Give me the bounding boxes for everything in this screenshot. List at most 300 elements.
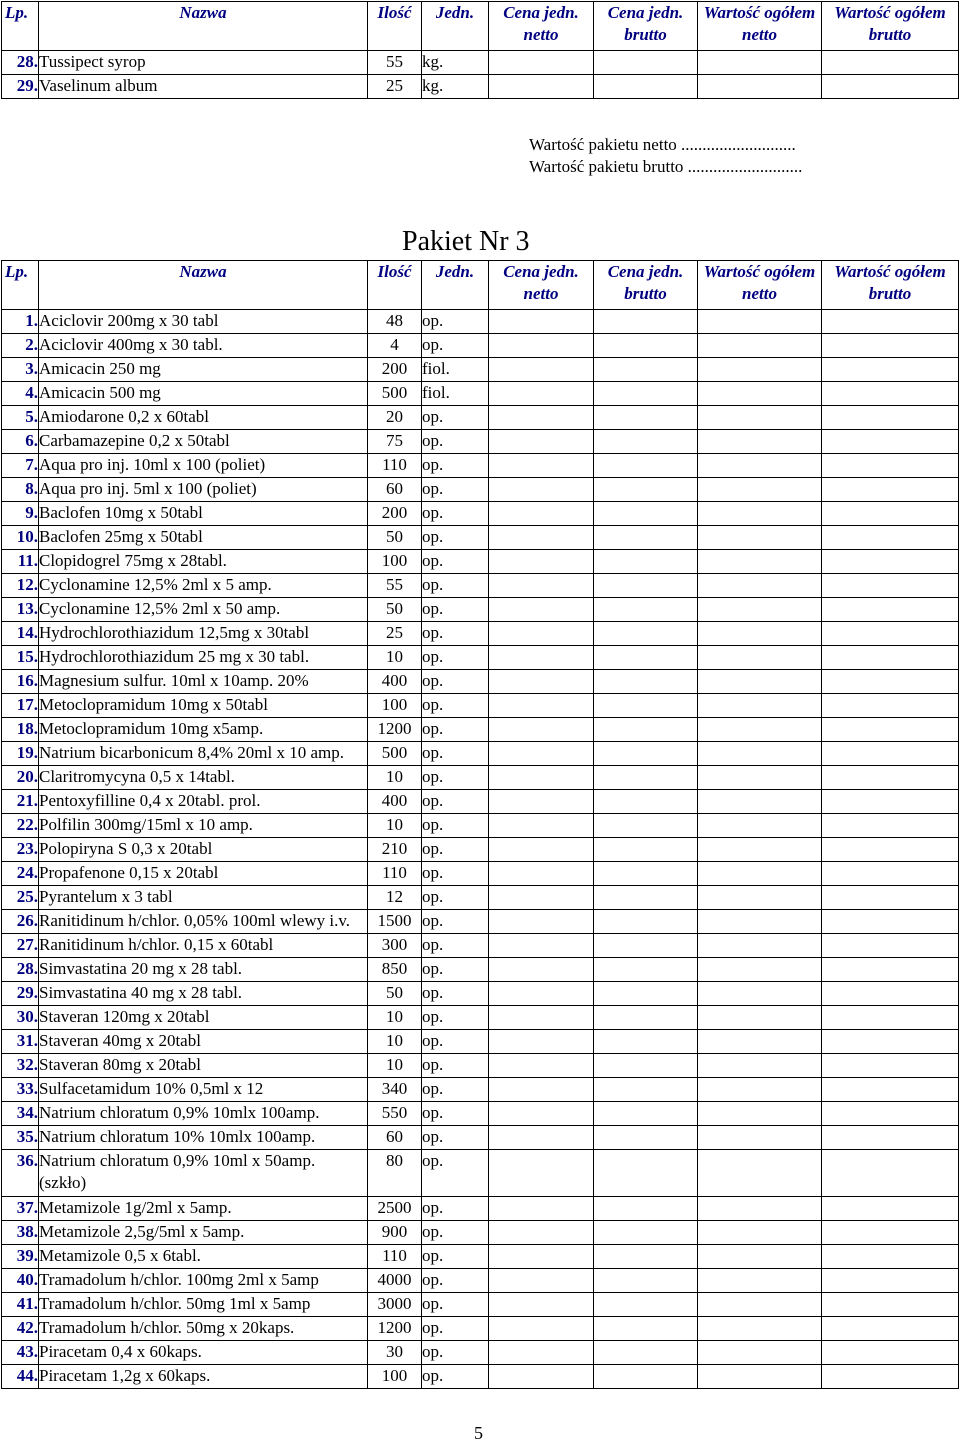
row-qty: 850 [368, 958, 422, 982]
row-value-gross [822, 502, 959, 526]
row-lp: 31. [2, 1030, 39, 1054]
row-value-net [698, 1317, 822, 1341]
row-value-net [698, 838, 822, 862]
row-value-net [698, 670, 822, 694]
row-gross-price [594, 1365, 698, 1389]
row-name: Amicacin 250 mg [39, 358, 368, 382]
row-unit: op. [422, 1054, 489, 1078]
header-qty: Ilość [368, 261, 422, 310]
row-name: Metamizole 0,5 x 6tabl. [39, 1245, 368, 1269]
row-gross-price [594, 910, 698, 934]
row-gross-price [594, 1341, 698, 1365]
table-row [2, 478, 959, 502]
row-net-price [489, 694, 594, 718]
row-gross-price [594, 478, 698, 502]
row-unit: op. [422, 742, 489, 766]
row-unit: op. [422, 406, 489, 430]
row-value-net [698, 742, 822, 766]
row-unit: op. [422, 1078, 489, 1102]
row-net-price [489, 862, 594, 886]
row-qty: 400 [368, 790, 422, 814]
row-value-net [698, 598, 822, 622]
row-name: Tussipect syrop [39, 51, 368, 75]
row-unit: op. [422, 694, 489, 718]
row-name: Polopiryna S 0,3 x 20tabl [39, 838, 368, 862]
row-net-price [489, 910, 594, 934]
row-gross-price [594, 694, 698, 718]
row-name: Ranitidinum h/chlor. 0,15 x 60tabl [39, 934, 368, 958]
row-net-price [489, 1245, 594, 1269]
row-value-gross [822, 598, 959, 622]
table-row [2, 622, 959, 646]
row-qty: 1200 [368, 1317, 422, 1341]
table-row [2, 502, 959, 526]
row-unit: op. [422, 1197, 489, 1221]
row-net-price [489, 334, 594, 358]
row-lp: 16. [2, 670, 39, 694]
table-row [2, 790, 959, 814]
row-gross-price [594, 502, 698, 526]
row-lp: 24. [2, 862, 39, 886]
row-gross-price [594, 886, 698, 910]
row-lp: 1. [2, 310, 39, 334]
row-qty: 4 [368, 334, 422, 358]
row-value-gross [822, 454, 959, 478]
table-row [2, 838, 959, 862]
row-name [39, 1150, 368, 1197]
row-unit: op. [422, 646, 489, 670]
row-value-gross [822, 718, 959, 742]
row-value-gross [822, 478, 959, 502]
header-value-gross: Wartość ogółem brutto [822, 261, 959, 310]
row-gross-price [594, 382, 698, 406]
table-row [2, 1365, 959, 1389]
row-lp: 22. [2, 814, 39, 838]
row-unit: op. [422, 1102, 489, 1126]
row-lp: 15. [2, 646, 39, 670]
row-qty: 10 [368, 646, 422, 670]
row-value-net [698, 1221, 822, 1245]
row-unit: op. [422, 1030, 489, 1054]
header-unit: Jedn. [422, 261, 489, 310]
row-value-net [698, 310, 822, 334]
row-name: Claritromycyna 0,5 x 14tabl. [39, 766, 368, 790]
row-lp: 2. [2, 334, 39, 358]
row-qty: 2500 [368, 1197, 422, 1221]
row-lp: 4. [2, 382, 39, 406]
table-row [2, 1078, 959, 1102]
row-gross-price [594, 838, 698, 862]
row-unit: op. [422, 622, 489, 646]
row-value-net [698, 910, 822, 934]
row-gross-price [594, 982, 698, 1006]
row-qty: 200 [368, 502, 422, 526]
row-gross-price [594, 430, 698, 454]
row-net-price [489, 646, 594, 670]
row-unit: op. [422, 1245, 489, 1269]
row-lp: 10. [2, 526, 39, 550]
row-name: Aciclovir 400mg x 30 tabl. [39, 334, 368, 358]
row-net-price [489, 358, 594, 382]
row-lp: 43. [2, 1341, 39, 1365]
row-gross-price [594, 75, 698, 99]
row-net-price [489, 1150, 594, 1197]
row-qty: 500 [368, 742, 422, 766]
row-value-gross [822, 814, 959, 838]
row-qty: 10 [368, 1006, 422, 1030]
header-lp: Lp. [2, 2, 39, 51]
row-name: Metamizole 2,5g/5ml x 5amp. [39, 1221, 368, 1245]
row-value-gross [822, 838, 959, 862]
row-lp: 17. [2, 694, 39, 718]
row-value-net [698, 718, 822, 742]
row-value-net [698, 982, 822, 1006]
row-unit: op. [422, 334, 489, 358]
row-gross-price [594, 1269, 698, 1293]
row-gross-price [594, 454, 698, 478]
row-net-price [489, 1078, 594, 1102]
row-value-gross [822, 1245, 959, 1269]
row-value-gross [822, 51, 959, 75]
row-gross-price [594, 1245, 698, 1269]
row-lp: 30. [2, 1006, 39, 1030]
row-value-gross [822, 406, 959, 430]
row-unit: op. [422, 454, 489, 478]
row-qty: 1500 [368, 910, 422, 934]
row-lp: 21. [2, 790, 39, 814]
row-net-price [489, 406, 594, 430]
row-gross-price [594, 1006, 698, 1030]
row-gross-price [594, 1293, 698, 1317]
header-name: Nazwa [39, 2, 368, 51]
table-row [2, 1293, 959, 1317]
table-row [2, 75, 959, 99]
row-lp: 37. [2, 1197, 39, 1221]
row-unit: op. [422, 790, 489, 814]
row-qty: 340 [368, 1078, 422, 1102]
row-value-gross [822, 934, 959, 958]
row-value-gross [822, 1054, 959, 1078]
row-net-price [489, 1221, 594, 1245]
table-row [2, 718, 959, 742]
row-qty: 900 [368, 1221, 422, 1245]
row-qty: 10 [368, 766, 422, 790]
table-row [2, 646, 959, 670]
row-value-net [698, 790, 822, 814]
row-unit: op. [422, 862, 489, 886]
row-name: Aciclovir 200mg x 30 tabl [39, 310, 368, 334]
table-row [2, 526, 959, 550]
row-value-net [698, 1150, 822, 1197]
header-name: Nazwa [39, 261, 368, 310]
row-qty: 110 [368, 862, 422, 886]
row-lp: 12. [2, 574, 39, 598]
header-net-price: Cena jedn. netto [489, 2, 594, 51]
row-gross-price [594, 958, 698, 982]
row-name: Tramadolum h/chlor. 100mg 2ml x 5amp [39, 1269, 368, 1293]
row-gross-price [594, 574, 698, 598]
row-lp: 38. [2, 1221, 39, 1245]
row-qty: 50 [368, 526, 422, 550]
row-lp: 25. [2, 886, 39, 910]
row-value-gross [822, 790, 959, 814]
row-net-price [489, 51, 594, 75]
row-qty: 30 [368, 1341, 422, 1365]
row-unit: op. [422, 430, 489, 454]
row-unit: op. [422, 958, 489, 982]
table-row [2, 910, 959, 934]
row-value-net [698, 886, 822, 910]
row-name: Magnesium sulfur. 10ml x 10amp. 20% [39, 670, 368, 694]
row-name: Natrium chloratum 10% 10mlx 100amp. [39, 1126, 368, 1150]
row-value-gross [822, 670, 959, 694]
row-qty: 50 [368, 982, 422, 1006]
table-body-part1 [2, 51, 959, 99]
row-lp: 29. [2, 75, 39, 99]
row-value-gross [822, 958, 959, 982]
row-net-price [489, 766, 594, 790]
row-net-price [489, 1293, 594, 1317]
row-net-price [489, 1102, 594, 1126]
row-unit: op. [422, 478, 489, 502]
table-row [2, 1006, 959, 1030]
table-row [2, 334, 959, 358]
row-net-price [489, 718, 594, 742]
row-net-price [489, 1341, 594, 1365]
row-lp: 11. [2, 550, 39, 574]
row-lp: 18. [2, 718, 39, 742]
row-unit: op. [422, 1006, 489, 1030]
row-value-net [698, 958, 822, 982]
header-value-net: Wartość ogółem netto [698, 2, 822, 51]
row-name: Aqua pro inj. 5ml x 100 (poliet) [39, 478, 368, 502]
row-unit: op. [422, 1293, 489, 1317]
row-value-gross [822, 910, 959, 934]
row-qty: 100 [368, 1365, 422, 1389]
row-net-price [489, 1197, 594, 1221]
table-row [2, 1197, 959, 1221]
row-name: Staveran 80mg x 20tabl [39, 1054, 368, 1078]
tender-table-part1 [1, 1, 959, 99]
row-lp: 3. [2, 358, 39, 382]
row-net-price [489, 75, 594, 99]
row-gross-price [594, 718, 698, 742]
row-unit: kg. [422, 75, 489, 99]
header-lp: Lp. [2, 261, 39, 310]
row-gross-price [594, 766, 698, 790]
row-unit: op. [422, 718, 489, 742]
table-row [2, 406, 959, 430]
row-qty: 4000 [368, 1269, 422, 1293]
row-unit: op. [422, 766, 489, 790]
row-net-price [489, 430, 594, 454]
row-gross-price [594, 1030, 698, 1054]
table-row [2, 766, 959, 790]
table-row [2, 1245, 959, 1269]
row-name: Piracetam 0,4 x 60kaps. [39, 1341, 368, 1365]
row-qty: 10 [368, 1054, 422, 1078]
row-qty: 25 [368, 75, 422, 99]
row-gross-price [594, 814, 698, 838]
row-unit: op. [422, 598, 489, 622]
table-row [2, 886, 959, 910]
row-lp: 39. [2, 1245, 39, 1269]
row-value-net [698, 694, 822, 718]
row-gross-price [594, 358, 698, 382]
row-name: Aqua pro inj. 10ml x 100 (poliet) [39, 454, 368, 478]
row-gross-price [594, 862, 698, 886]
row-name: Sulfacetamidum 10% 0,5ml x 12 [39, 1078, 368, 1102]
row-gross-price [594, 598, 698, 622]
row-lp: 40. [2, 1269, 39, 1293]
table-row [2, 382, 959, 406]
row-value-net [698, 1197, 822, 1221]
table-body-package-3 [2, 310, 959, 1389]
row-net-price [489, 1030, 594, 1054]
row-qty: 210 [368, 838, 422, 862]
header-gross-price: Cena jedn. brutto [594, 2, 698, 51]
row-net-price [489, 838, 594, 862]
row-gross-price [594, 1054, 698, 1078]
row-lp: 19. [2, 742, 39, 766]
row-name: Natrium bicarbonicum 8,4% 20ml x 10 amp. [39, 742, 368, 766]
row-lp: 28. [2, 51, 39, 75]
row-value-gross [822, 1150, 959, 1197]
row-unit: op. [422, 670, 489, 694]
row-value-net [698, 382, 822, 406]
row-qty: 80 [368, 1150, 422, 1197]
row-name: Tramadolum h/chlor. 50mg x 20kaps. [39, 1317, 368, 1341]
row-net-price [489, 1126, 594, 1150]
package-title: Pakiet Nr 3 [402, 226, 530, 257]
row-name: Vaselinum album [39, 75, 368, 99]
row-net-price [489, 1365, 594, 1389]
row-name: Piracetam 1,2g x 60kaps. [39, 1365, 368, 1389]
row-net-price [489, 982, 594, 1006]
table-row [2, 862, 959, 886]
row-qty: 3000 [368, 1293, 422, 1317]
row-lp: 32. [2, 1054, 39, 1078]
row-name: Amiodarone 0,2 x 60tabl [39, 406, 368, 430]
row-value-gross [822, 75, 959, 99]
row-value-net [698, 1078, 822, 1102]
row-net-price [489, 502, 594, 526]
row-net-price [489, 958, 594, 982]
row-lp: 23. [2, 838, 39, 862]
row-value-gross [822, 1030, 959, 1054]
row-value-gross [822, 1365, 959, 1389]
row-value-net [698, 526, 822, 550]
row-unit: op. [422, 814, 489, 838]
tender-table-package-3 [1, 260, 959, 1389]
row-qty: 20 [368, 406, 422, 430]
row-value-net [698, 1126, 822, 1150]
row-qty: 100 [368, 550, 422, 574]
row-unit: fiol. [422, 382, 489, 406]
table-row [2, 1341, 959, 1365]
row-name: Tramadolum h/chlor. 50mg 1ml x 5amp [39, 1293, 368, 1317]
row-value-net [698, 766, 822, 790]
row-net-price [489, 814, 594, 838]
row-lp: 29. [2, 982, 39, 1006]
row-net-price [489, 886, 594, 910]
table-row [2, 310, 959, 334]
row-value-gross [822, 1221, 959, 1245]
table-row [2, 814, 959, 838]
row-unit: op. [422, 910, 489, 934]
table-row [2, 934, 959, 958]
table-header-row [2, 2, 959, 51]
row-value-net [698, 1006, 822, 1030]
row-name: Polfilin 300mg/15ml x 10 amp. [39, 814, 368, 838]
row-value-gross [822, 646, 959, 670]
row-gross-price [594, 1197, 698, 1221]
row-value-gross [822, 574, 959, 598]
row-lp: 27. [2, 934, 39, 958]
table-row [2, 1317, 959, 1341]
row-unit: op. [422, 1269, 489, 1293]
row-name: Baclofen 25mg x 50tabl [39, 526, 368, 550]
row-gross-price [594, 742, 698, 766]
row-name: Baclofen 10mg x 50tabl [39, 502, 368, 526]
row-unit: op. [422, 886, 489, 910]
table-row [2, 598, 959, 622]
row-unit: op. [422, 1317, 489, 1341]
row-name: Cyclonamine 12,5% 2ml x 50 amp. [39, 598, 368, 622]
row-name: Metamizole 1g/2ml x 5amp. [39, 1197, 368, 1221]
row-qty: 1200 [368, 718, 422, 742]
row-unit: op. [422, 982, 489, 1006]
row-value-gross [822, 1317, 959, 1341]
row-net-price [489, 382, 594, 406]
row-lp: 44. [2, 1365, 39, 1389]
row-gross-price [594, 526, 698, 550]
row-name: Hydrochlorothiazidum 25 mg x 30 tabl. [39, 646, 368, 670]
row-qty: 75 [368, 430, 422, 454]
row-name: Clopidogrel 75mg x 28tabl. [39, 550, 368, 574]
row-value-gross [822, 982, 959, 1006]
row-name: Simvastatina 40 mg x 28 tabl. [39, 982, 368, 1006]
row-value-net [698, 1365, 822, 1389]
table-row [2, 958, 959, 982]
row-unit: op. [422, 838, 489, 862]
row-value-net [698, 406, 822, 430]
row-unit: op. [422, 934, 489, 958]
row-value-net [698, 1030, 822, 1054]
row-value-net [698, 502, 822, 526]
row-value-net [698, 430, 822, 454]
table-row [2, 51, 959, 75]
row-value-net [698, 51, 822, 75]
row-name: Staveran 120mg x 20tabl [39, 1006, 368, 1030]
row-lp: 9. [2, 502, 39, 526]
row-net-price [489, 550, 594, 574]
row-gross-price [594, 1221, 698, 1245]
row-net-price [489, 742, 594, 766]
table-row [2, 1102, 959, 1126]
row-qty: 55 [368, 574, 422, 598]
row-qty: 100 [368, 694, 422, 718]
row-gross-price [594, 1102, 698, 1126]
row-value-gross [822, 1269, 959, 1293]
row-qty: 60 [368, 478, 422, 502]
row-lp: 42. [2, 1317, 39, 1341]
row-net-price [489, 454, 594, 478]
row-value-gross [822, 1197, 959, 1221]
row-value-gross [822, 1341, 959, 1365]
row-unit: op. [422, 310, 489, 334]
row-value-net [698, 454, 822, 478]
